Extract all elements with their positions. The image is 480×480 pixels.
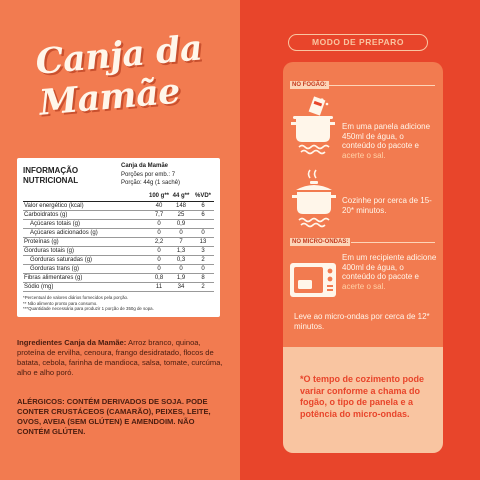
nutrition-footnote: ** Não alimento pronto para consumo. bbox=[23, 300, 98, 306]
covered-pot-icon bbox=[292, 168, 336, 228]
microwave-step-1-text: Em um recipiente adicione 400ml de água, o conteúdo do pacote e bbox=[342, 253, 437, 281]
brand-title-line2: Mamãe bbox=[37, 70, 182, 124]
nutrition-row-100g: 0 bbox=[148, 219, 170, 228]
nutrition-row-label: Fibras alimentares (g) bbox=[23, 273, 148, 282]
nutrition-row-vd: 8 bbox=[192, 273, 214, 282]
nutrition-footnote: ***Quantidade necessária para produzir 1 porção de 350g de sopa. bbox=[23, 306, 154, 311]
microwave-step-2: Leve ao micro-ondas por cerca de 12* minutos. bbox=[294, 312, 430, 331]
nutrition-row-label: Proteínas (g) bbox=[23, 237, 148, 246]
nutrition-row-vd: 6 bbox=[192, 201, 214, 210]
nutrition-row-label: Gorduras totais (g) bbox=[23, 246, 148, 255]
microwave-tag: NO MICRO-ONDAS: bbox=[292, 239, 349, 245]
nutrition-row-vd: 0 bbox=[192, 264, 214, 273]
nutrition-row-vd: 3 bbox=[192, 246, 214, 255]
nutrition-row-100g: 11 bbox=[148, 282, 170, 291]
nutrition-row-vd: 2 bbox=[192, 255, 214, 264]
nutrition-row-label: Valor energético (kcal) bbox=[23, 201, 148, 210]
brand-title bbox=[34, 27, 207, 123]
prep-title: MODO DE PREPARO bbox=[288, 34, 428, 51]
nutrition-col-label bbox=[23, 191, 148, 201]
nutrition-row-44g: 0 bbox=[170, 228, 192, 237]
ingredients-label: Ingredientes Canja da Mamãe: bbox=[17, 338, 127, 347]
stove-step-1-text: Em uma panela adicione 450ml de água, o conteúdo do pacote e bbox=[342, 122, 431, 150]
nutrition-facts-panel bbox=[17, 158, 220, 317]
cooking-time-note: *O tempo de cozimento pode variar conforme a chama do fogão, o tipo de panela e a potência do micro-ondas. bbox=[300, 374, 425, 419]
stove-step-1-highlight: acerte o sal. bbox=[342, 150, 386, 160]
nutrition-row-44g: 0,9 bbox=[170, 219, 192, 228]
nutrition-row-44g: 1,3 bbox=[170, 246, 192, 255]
microwave-step-1-highlight: acerte o sal. bbox=[342, 281, 386, 291]
nutrition-row-44g: 148 bbox=[170, 201, 192, 210]
nutrition-row bbox=[23, 282, 214, 291]
nutrition-row-vd: 13 bbox=[192, 237, 214, 246]
nutrition-row-44g: 25 bbox=[170, 210, 192, 219]
brand-title-line1: Canja da bbox=[34, 27, 204, 83]
nutrition-row-label: Carboidratos (g) bbox=[23, 210, 148, 219]
nutrition-heading: INFORMAÇÃO NUTRICIONAL bbox=[23, 166, 79, 185]
nutrition-row-100g: 0 bbox=[148, 255, 170, 264]
ingredients-list: Arroz branco, quinoa, proteína de ervilha, cenoura, frango desidratado, flocos de batata, cebola, farinha de mandioca, salsa, tomate, curcúma, alho e alho poró. bbox=[17, 338, 223, 377]
nutrition-row-vd: 6 bbox=[192, 210, 214, 219]
pot-with-packet-icon bbox=[291, 96, 337, 156]
nutrition-row-44g: 0 bbox=[170, 264, 192, 273]
nutrition-row-100g: 40 bbox=[148, 201, 170, 210]
nutrition-portion-info bbox=[121, 162, 180, 188]
nutrition-row-100g: 0 bbox=[148, 246, 170, 255]
nutrition-col-vd: %VD* bbox=[192, 191, 214, 201]
stove-tag: NO FOGÃO: bbox=[292, 82, 327, 88]
nutrition-row-100g: 0 bbox=[148, 228, 170, 237]
nutrition-row bbox=[23, 264, 214, 273]
nutrition-row-100g: 7,7 bbox=[148, 210, 170, 219]
stove-step-1 bbox=[342, 122, 438, 160]
nutrition-row-label: Açúcares totais (g) bbox=[23, 219, 148, 228]
nutrition-table bbox=[23, 191, 214, 292]
nutrition-row-vd: 2 bbox=[192, 282, 214, 291]
nutrition-row-100g: 2,2 bbox=[148, 237, 170, 246]
nutrition-row-vd: 0 bbox=[192, 228, 214, 237]
nutrition-portion-size: Porção: 44g (1 sachê) bbox=[121, 180, 181, 186]
nutrition-row-100g: 0 bbox=[148, 264, 170, 273]
nutrition-row bbox=[23, 246, 214, 255]
nutrition-row bbox=[23, 228, 214, 237]
nutrition-row bbox=[23, 255, 214, 264]
nutrition-row-label: Sódio (mg) bbox=[23, 282, 148, 291]
nutrition-row-label: Açúcares adicionados (g) bbox=[23, 228, 148, 237]
nutrition-row bbox=[23, 210, 214, 219]
nutrition-row-44g: 34 bbox=[170, 282, 192, 291]
nutrition-row-44g: 7 bbox=[170, 237, 192, 246]
nutrition-footnote: *Percentual de valores diários fornecidos pela porção. bbox=[23, 295, 129, 300]
microwave-icon bbox=[289, 262, 337, 298]
nutrition-row-100g: 0,8 bbox=[148, 273, 170, 282]
nutrition-row-44g: 0,3 bbox=[170, 255, 192, 264]
nutrition-portions: Porções por emb.: 7 bbox=[121, 171, 176, 178]
allergens-text: ALÉRGICOS: CONTÉM DERIVADOS DE SOJA. PODE CONTER CRUSTÁCEOS (CAMARÃO), PEIXES, LEITE, OVOS, AVEIA (SEM GLÚTEN) E AMENDOIM. NÃO CONTÉM GLÚTEN. bbox=[17, 397, 211, 436]
nutrition-row bbox=[23, 237, 214, 246]
nutrition-row-label: Gorduras saturadas (g) bbox=[23, 255, 148, 264]
nutrition-row-vd bbox=[192, 219, 214, 228]
nutrition-row-label: Gorduras trans (g) bbox=[23, 264, 148, 273]
nutrition-footnotes bbox=[23, 295, 154, 312]
nutrition-row bbox=[23, 219, 214, 228]
nutrition-col-100g: 100 g** bbox=[148, 191, 170, 201]
divider bbox=[351, 242, 435, 243]
ingredients-text bbox=[17, 338, 225, 378]
divider bbox=[328, 85, 435, 86]
nutrition-col-44g: 44 g** bbox=[170, 191, 192, 201]
stove-step-2: Cozinhe por cerca de 15-20* minutos. bbox=[342, 196, 432, 215]
nutrition-row bbox=[23, 273, 214, 282]
microwave-step-1 bbox=[342, 253, 438, 291]
nutrition-product-name: Canja da Mamãe bbox=[121, 163, 169, 169]
nutrition-row bbox=[23, 201, 214, 210]
nutrition-header-row bbox=[23, 191, 214, 201]
nutrition-row-44g: 1,9 bbox=[170, 273, 192, 282]
